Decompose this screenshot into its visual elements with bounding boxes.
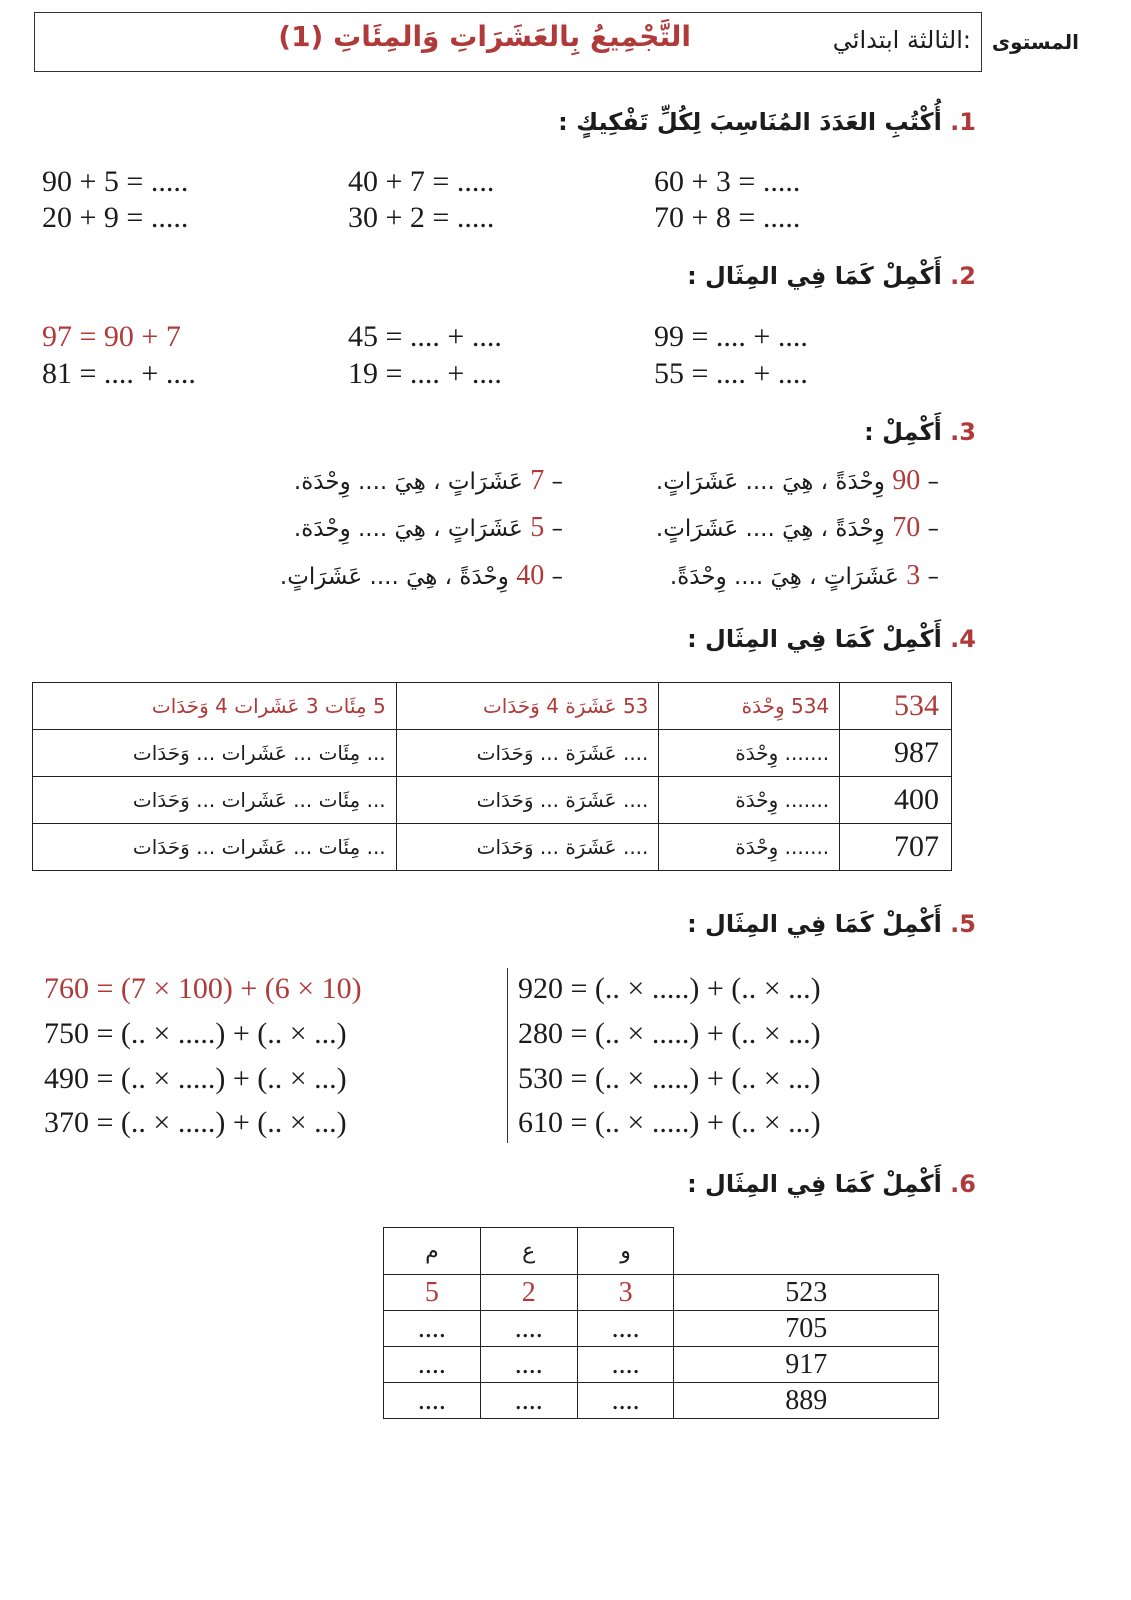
q6-table	[383, 1227, 939, 1419]
table-row	[33, 777, 952, 824]
q3-item: – 90 وِحْدَةً ، هِيَ .... عَشَرَاتٍ.	[655, 465, 939, 496]
q6-tens-cell[interactable]: ....	[480, 1311, 577, 1347]
q5-item: 530 = (.. × .....) + (.. × ...)	[518, 1062, 821, 1095]
q5-title-text: أَكْمِلْ كَمَا فِي المِثَال :	[687, 910, 942, 938]
q2-title-text: أَكْمِلْ كَمَا فِي المِثَال :	[687, 262, 942, 290]
q4-tens-cell: 53 عَشَرَة 4 وَحَدَات	[396, 683, 659, 730]
q4-units-cell[interactable]: ....... وِحْدَة	[659, 730, 840, 777]
table-row	[384, 1311, 939, 1347]
q2-title	[687, 262, 976, 290]
q3-num: 90	[892, 465, 921, 496]
q5-item: 490 = (.. × .....) + (.. × ...)	[44, 1062, 347, 1095]
q6-hundreds-cell[interactable]: ....	[384, 1383, 481, 1419]
q3-num: 3	[906, 560, 921, 591]
q6-header-units: و	[577, 1228, 674, 1275]
q3-text: وِحْدَةً ، هِيَ .... عَشَرَاتٍ.	[655, 469, 885, 495]
q2-item: 99 = .... + ....	[654, 320, 808, 353]
q1-item: 70 + 8 = .....	[654, 201, 801, 234]
q5-item: 370 = (.. × .....) + (.. × ...)	[44, 1106, 347, 1139]
q1-number: 1.	[950, 108, 976, 136]
q1-item: 30 + 2 = .....	[348, 201, 495, 234]
q3-text: وِحْدَةً ، هِيَ .... عَشَرَاتٍ.	[279, 564, 509, 590]
q3-text: عَشَرَاتٍ ، هِيَ .... وِحْدَة.	[293, 516, 523, 542]
q6-number-cell: 917	[674, 1347, 939, 1383]
q5-title	[687, 910, 976, 938]
q2-number: 2.	[950, 262, 976, 290]
level-label: المستوى	[991, 30, 1079, 54]
q4-table	[32, 682, 952, 871]
q4-number-cell: 987	[840, 730, 952, 777]
q6-title-text: أَكْمِلْ كَمَا فِي المِثَال :	[687, 1170, 942, 1198]
q5-divider	[507, 968, 508, 1143]
q3-text: وِحْدَةً ، هِيَ .... عَشَرَاتٍ.	[655, 516, 885, 542]
q3-num: 40	[516, 560, 545, 591]
q1-item: 40 + 7 = .....	[348, 165, 495, 198]
q1-item: 20 + 9 = .....	[42, 201, 189, 234]
q3-title	[864, 418, 976, 446]
q4-title-text: أَكْمِلْ كَمَا فِي المِثَال :	[687, 625, 942, 653]
table-header-row	[384, 1228, 939, 1275]
q4-hundreds-cell[interactable]: ... مِئَات ... عَشَرات ... وَحَدَات	[33, 730, 397, 777]
q3-item: – 70 وِحْدَةً ، هِيَ .... عَشَرَاتٍ.	[655, 512, 939, 543]
q6-header-tens: ع	[480, 1228, 577, 1275]
q2-item: 45 = .... + ....	[348, 320, 502, 353]
q3-item: – 7 عَشَرَاتٍ ، هِيَ .... وِحْدَة.	[293, 465, 563, 496]
q3-text: عَشَرَاتٍ ، هِيَ .... وِحْدَةً.	[669, 564, 899, 590]
q4-title	[687, 625, 976, 653]
q2-item: 19 = .... + ....	[348, 357, 502, 390]
q4-tens-cell[interactable]: .... عَشَرَة ... وَحَدَات	[396, 777, 659, 824]
q6-hundreds-cell: 5	[384, 1275, 481, 1311]
q6-hundreds-cell[interactable]: ....	[384, 1347, 481, 1383]
q3-item: – 40 وِحْدَةً ، هِيَ .... عَشَرَاتٍ.	[279, 560, 563, 591]
q5-item: 750 = (.. × .....) + (.. × ...)	[44, 1017, 347, 1050]
q5-item: 610 = (.. × .....) + (.. × ...)	[518, 1106, 821, 1139]
q3-item: – 3 عَشَرَاتٍ ، هِيَ .... وِحْدَةً.	[669, 560, 939, 591]
q5-number: 5.	[950, 910, 976, 938]
q4-units-cell[interactable]: ....... وِحْدَة	[659, 777, 840, 824]
q6-number-cell: 705	[674, 1311, 939, 1347]
q6-number: 6.	[950, 1170, 976, 1198]
q6-title	[687, 1170, 976, 1198]
q3-item: – 5 عَشَرَاتٍ ، هِيَ .... وِحْدَة.	[293, 512, 563, 543]
q6-number-cell: 523	[674, 1275, 939, 1311]
q4-hundreds-cell[interactable]: ... مِئَات ... عَشَرات ... وَحَدَات	[33, 824, 397, 871]
table-row	[33, 683, 952, 730]
q6-header-empty	[674, 1228, 939, 1275]
level-value: :الثالثة ابتدائي	[832, 26, 971, 54]
q1-item: 60 + 3 = .....	[654, 165, 801, 198]
q5-example: 760 = (7 × 100) + (6 × 10)	[44, 972, 362, 1005]
q6-hundreds-cell[interactable]: ....	[384, 1311, 481, 1347]
q5-item: 280 = (.. × .....) + (.. × ...)	[518, 1017, 821, 1050]
table-row	[33, 730, 952, 777]
q5-item: 920 = (.. × .....) + (.. × ...)	[518, 972, 821, 1005]
q6-tens-cell: 2	[480, 1275, 577, 1311]
q6-units-cell[interactable]: ....	[577, 1383, 674, 1419]
q6-units-cell[interactable]: ....	[577, 1311, 674, 1347]
q1-title	[558, 108, 976, 136]
q2-example: 97 = 90 + 7	[42, 320, 181, 353]
q1-title-text: أُكْتُبِ العَدَدَ المُنَاسِبَ لِكُلِّ تَفْكِيكٍ :	[558, 108, 942, 136]
q4-number: 4.	[950, 625, 976, 653]
table-row	[384, 1275, 939, 1311]
q3-text: عَشَرَاتٍ ، هِيَ .... وِحْدَة.	[293, 469, 523, 495]
q3-title-text: أَكْمِلْ :	[864, 418, 942, 446]
q4-tens-cell[interactable]: .... عَشَرَة ... وَحَدَات	[396, 824, 659, 871]
q4-number-cell: 400	[840, 777, 952, 824]
q3-num: 7	[530, 465, 545, 496]
q6-units-cell[interactable]: ....	[577, 1347, 674, 1383]
q4-units-cell: 534 وِحْدَة	[659, 683, 840, 730]
q4-number-cell: 707	[840, 824, 952, 871]
q6-header-hundreds: م	[384, 1228, 481, 1275]
page-title: التَّجْمِيعُ بِالعَشَرَاتِ وَالمِئَاتِ (1)	[278, 20, 691, 53]
q6-units-cell: 3	[577, 1275, 674, 1311]
q1-item: 90 + 5 = .....	[42, 165, 189, 198]
q4-hundreds-cell: 5 مِئَات 3 عَشَرات 4 وَحَدَات	[33, 683, 397, 730]
q4-hundreds-cell[interactable]: ... مِئَات ... عَشَرات ... وَحَدَات	[33, 777, 397, 824]
q4-number-cell: 534	[840, 683, 952, 730]
q4-units-cell[interactable]: ....... وِحْدَة	[659, 824, 840, 871]
q6-tens-cell[interactable]: ....	[480, 1383, 577, 1419]
q4-tens-cell[interactable]: .... عَشَرَة ... وَحَدَات	[396, 730, 659, 777]
q2-item: 55 = .... + ....	[654, 357, 808, 390]
table-row	[384, 1347, 939, 1383]
q2-item: 81 = .... + ....	[42, 357, 196, 390]
q6-number-cell: 889	[674, 1383, 939, 1419]
q3-num: 70	[892, 512, 921, 543]
q3-number: 3.	[950, 418, 976, 446]
q6-tens-cell[interactable]: ....	[480, 1347, 577, 1383]
table-row	[33, 824, 952, 871]
q3-num: 5	[530, 512, 545, 543]
table-row	[384, 1383, 939, 1419]
